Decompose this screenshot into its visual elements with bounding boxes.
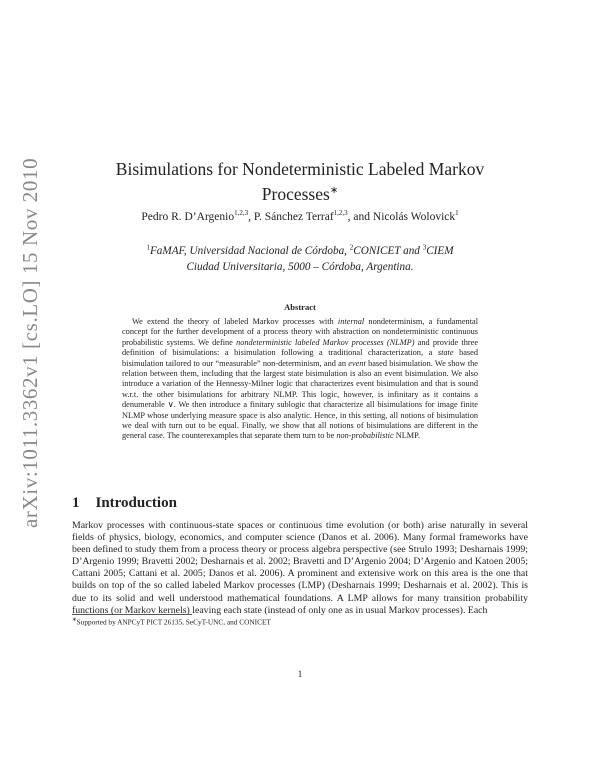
author-3: Nicolás Wolovick <box>372 210 456 223</box>
author-separator: , <box>248 210 254 223</box>
abstract-text: NLMP. <box>393 431 420 441</box>
footnote-mark: ∗ <box>72 617 77 623</box>
abstract-text: We extend the theory of labeled Markov processes with <box>132 317 338 326</box>
abstract-emphasis: event <box>348 358 366 368</box>
abstract-emphasis: internal <box>337 317 365 326</box>
author-3-affiliations: 1 <box>455 209 459 217</box>
introduction-paragraph: Markov processes with continuous-state spaces or continuous time evolution (or both) arise naturally in several fields of physics, biology, economics, and computer science (Danos et al. 2006). Many formal frameworks have been defined to study them from a process theory or process algebra perspective (see Strulo 1993; Desharnais 1999; D’Argenio 1999; Bravetti 2002; Desharnais et al. 2002; Bravetti and D’Argenio 2004; D’Argenio and Katoen 2005; Cattani 2005; Cattani et al. 2005; Danos et al. 2006). A prominent and extensive work on this area is the one that builds on top of the so called labeled Markov processes (LMP) (Desharnais 1999; Desharnais et al. 2002). This is due to its solid and well understood mathematical foundations. A LMP allows for many transition probability functions (or Markov kernels) leaving each state (instead of only one as in usual Markov processes). Each <box>72 520 528 616</box>
author-2-affiliations: 1,2,3 <box>333 209 348 217</box>
abstract-text: based bisimulation tailored to our “measurable” non-determinism, and an <box>122 348 478 368</box>
affiliation-famaf: FaMAF, Universidad Nacional de Córdoba, <box>149 244 350 257</box>
affiliation-mark-1: 1 <box>146 243 150 251</box>
abstract-emphasis: nondeterministic labeled Markov processes (NLMP) <box>236 337 415 347</box>
page-number: 1 <box>297 670 303 680</box>
author-1: Pedro R. D’Argenio <box>141 210 235 223</box>
abstract-text: nondeterminism, a fundamental concept for the further development of a process theory with abstraction on nondeterministic continuous probabilistic systems. We define <box>122 317 478 347</box>
author-list <box>40 209 560 223</box>
affiliation-mark-3: 3 <box>422 243 427 251</box>
author-separator: , and <box>347 210 373 223</box>
title-line-2: Processes <box>261 183 330 204</box>
affiliation-ciem: CIEM <box>426 244 454 257</box>
footnote-text: Supported by ANPCyT PICT 26135, SeCyT-UNC, and CONICET <box>76 617 271 627</box>
author-2: P. Sánchez Terraf <box>253 210 334 223</box>
abstract-emphasis: state <box>437 348 454 358</box>
affiliation-mark-2: 2 <box>349 243 354 251</box>
abstract-text: based bisimulation. We show the relation between them, including that the largest state bisimulation is also an event bisimulation. We also introduce a variation of the Hennessy-Milner logic that characterizes event bisimulation and that is sound w.r.t. the other bisimulations for arbitrary NLMP. This logic, however, is infinitary as it contains a denumerable ∨. We then introduce a finitary sublogic that characterize all bisimulations for image finite NLMP whose underlying measure space is also analytic. Hence, in this setting, all notions of bisimulation we deal with turn out to be equal. Finally, we show that all notions of bisimulations are different in the general case. The counterexamples that separate them turn to be <box>122 358 478 441</box>
section-title: Introduction <box>95 495 177 511</box>
title-line-1: Bisimulations for Nondeterministic Labeled Markov <box>115 159 485 179</box>
paper-title <box>60 158 540 205</box>
section-number: 1 <box>72 495 80 511</box>
affiliation-conicet: CONICET and <box>353 244 423 257</box>
footnote <box>72 617 271 626</box>
abstract-body <box>122 317 478 442</box>
title-footnote-mark: ∗ <box>329 185 339 196</box>
affiliation-address: Ciudad Universitaria, 5000 – Córdoba, Argentina. <box>186 260 414 273</box>
affiliation-line-1 <box>146 245 453 257</box>
section-heading-introduction <box>72 495 177 512</box>
abstract-emphasis: non-probabilistic <box>336 431 394 441</box>
abstract-heading: Abstract <box>284 302 316 312</box>
abstract-text: and provide three definition of bisimulations: a bisimulation following a traditional characterization, a <box>122 337 478 358</box>
author-1-affiliations: 1,2,3 <box>234 209 249 217</box>
arxiv-identifier-stamp: arXiv:1011.3362v1 [cs.LO] 15 Nov 2010 <box>18 157 42 528</box>
footnote-rule <box>72 614 192 615</box>
affiliations <box>40 239 560 275</box>
